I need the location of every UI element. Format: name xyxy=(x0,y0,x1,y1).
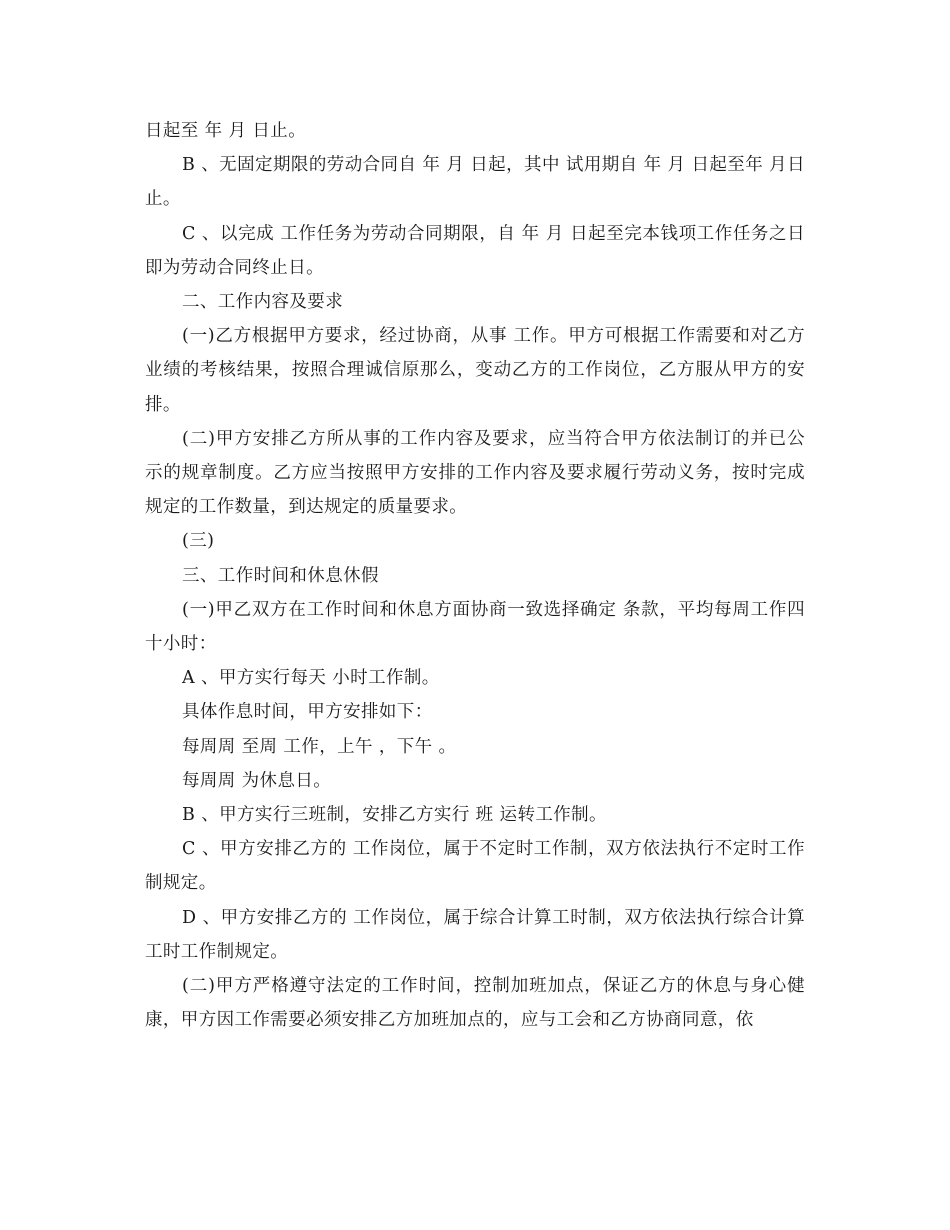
paragraph-work-hours-2: (二)甲方严格遵守法定的工作时间，控制加班加点，保证乙方的休息与身心健康，甲方因工作需要必须安排乙方加班加点的，应与工会和乙方协商同意，依 xyxy=(145,976,805,1031)
paragraph-option-c: C 、以完成 工作任务为劳动合同期限，自 年 月 日起至完本钱项工作任务之日即为劳动合同终止日。 xyxy=(145,223,805,278)
paragraph-schedule-weekdays: 每周周 至周 工作，上午 ，下午 。 xyxy=(182,736,457,757)
paragraph-option-b: B 、无固定期限的劳动合同自 年 月 日起，其中 试用期自 年 月 日起至年 月日止。 xyxy=(145,155,805,210)
paragraph-term-end: 日起至 年 月 日止。 xyxy=(145,121,307,141)
paragraph-schedule-intro: 具体作息时间，甲方安排如下： xyxy=(182,702,433,723)
paragraph-hours-option-c: C 、甲方安排乙方的 工作岗位，属于不定时工作制，双方依法执行不定时工作制规定。 xyxy=(145,839,805,894)
section-heading-work-hours: 三、工作时间和休息休假 xyxy=(182,565,379,586)
paragraph-hours-option-d: D 、甲方安排乙方的 工作岗位，属于综合计算工时制，双方依法执行综合计算工时工作制规定。 xyxy=(145,907,805,962)
section-heading-work-content: 二、工作内容及要求 xyxy=(182,292,344,313)
document-body xyxy=(145,114,805,1037)
paragraph-work-content-3: (三) xyxy=(182,531,215,552)
paragraph-work-hours-1: (一)甲乙双方在工作时间和休息方面协商一致选择确定 条款，平均每周工作四十小时： xyxy=(145,599,805,655)
paragraph-hours-option-b: B 、甲方实行三班制，安排乙方实行 班 运转工作制。 xyxy=(182,805,607,826)
paragraph-hours-option-a: A 、甲方实行每天 小时工作制。 xyxy=(182,668,440,689)
paragraph-work-content-1: (一)乙方根据甲方要求，经过协商，从事 工作。甲方可根据工作需要和对乙方业绩的考核结果，按照合理诚信原那么，变动乙方的工作岗位，乙方服从甲方的安排。 xyxy=(145,326,805,415)
paragraph-work-content-2: (二)甲方安排乙方所从事的工作内容及要求，应当符合甲方依法制订的并已公示的规章制度。乙方应当按照甲方安排的工作内容及要求履行劳动义务，按时完成规定的工作数量，到达规定的质量要求。 xyxy=(145,428,805,518)
paragraph-schedule-rest-day: 每周周 为休息日。 xyxy=(182,770,332,791)
